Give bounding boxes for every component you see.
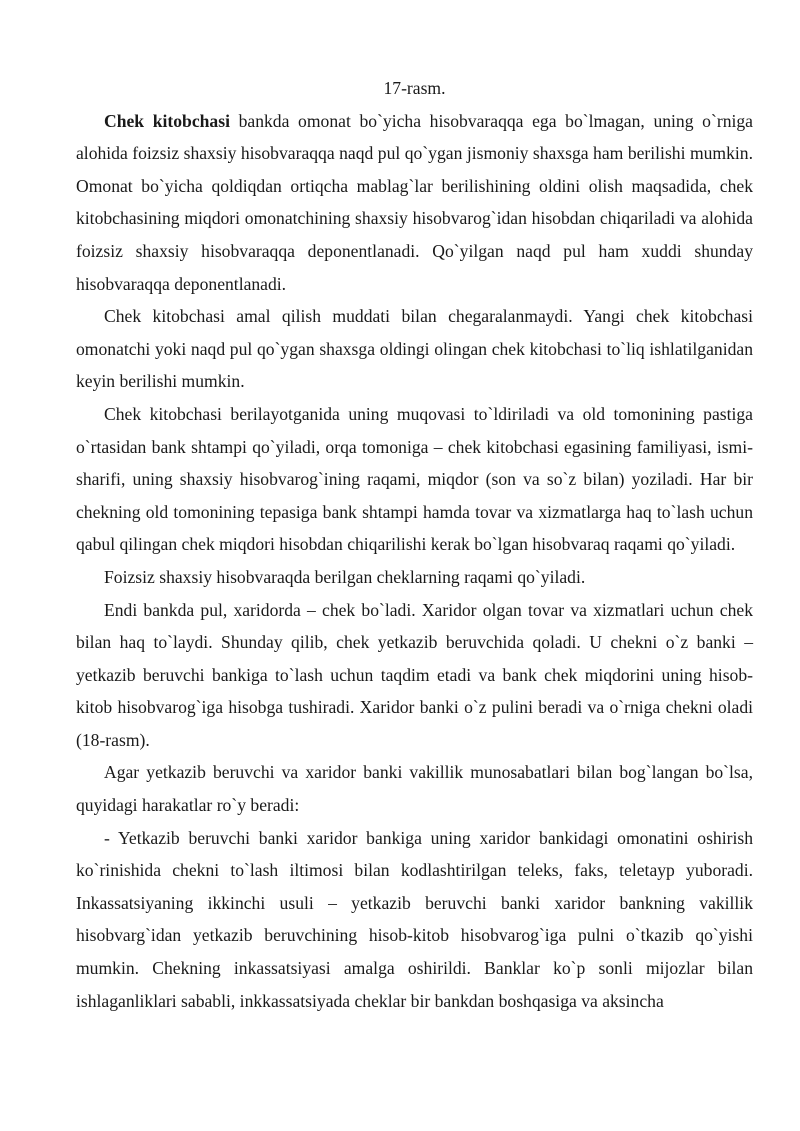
term-chek-kitobchasi: Chek kitobchasi bbox=[104, 110, 230, 131]
paragraph-collection-methods: - Yetkazib beruvchi banki xaridor bankiga uning xaridor bankidagi omonatini oshirish ko`rinishida chekni to`lash iltimosi bilan kodlashtirilgan teleks, faks, teletayp yuboradi. Inkassatsiyaning ikkinchi usuli – yetkazib beruvchi banki xaridor bankning vakillik hisobvarg`idan yetkazib beruvchining hisob-kitob hisobvarog`iga pulni o`tkazib qo`yishi mumkin. Chekning inkassatsiyasi amalga oshirildi. Banklar ko`p sonli mijozlar bilan ishlaganliklari sababli, inkkassatsiyada cheklar bir bankdan boshqasiga va aksincha bbox=[76, 827, 753, 1011]
paragraph-check-numbers: Foizsiz shaxsiy hisobvaraqda berilgan cheklarning raqami qo`yiladi. bbox=[104, 566, 586, 587]
paragraph-validity: Chek kitobchasi amal qilish muddati bilan chegaralanmaydi. Yangi chek kitobchasi omonatchi yoki naqd pul qo`ygan shaxsga oldingi olingan chek kitobchasi to`liq ishlatilganidan keyin berilishi mumkin. bbox=[76, 306, 753, 392]
paragraph-correspondent-relations: Agar yetkazib beruvchi va xaridor banki vakillik munosabatlari bilan bog`langan bo`lsa, quyidagi harakatlar ro`y beradi: bbox=[76, 762, 753, 816]
figure-caption: 17-rasm. bbox=[383, 78, 446, 98]
paragraph-issuance: Chek kitobchasi berilayotganida uning muqovasi to`ldiriladi va old tomonining pastiga o`rtasidan bank shtampi qo`yiladi, orqa tomoniga – chek kitobchasi egasining familiyasi, ismi-sharifi, uning shaxsiy hisobvarog`ining raqami, miqdor (son va so`z bilan) yoziladi. Har bir chekning old tomonining tepasiga bank shtampi hamda tovar va xizmatlarga haq to`lash uchun qabul qilingan chek miqdori hisobdan chiqarilishi kerak bo`lgan hisobvaraq raqami qo`yiladi. bbox=[76, 403, 753, 555]
paragraph-payment-flow: Endi bankda pul, xaridorda – chek bo`ladi. Xaridor olgan tovar va xizmatlari uchun chek bilan haq to`laydi. Shunday qilib, chek yetkazib beruvchida qoladi. U chekni o`z banki – yetkazib beruvchi bankiga to`lash uchun taqdim etadi va bank chek miqdorini uning hisob-kitob hisobvarog`iga hisobga tushiradi. Xaridor banki o`z pulini beradi va o`rniga chekni oladi (18-rasm). bbox=[76, 599, 753, 750]
paragraph-text: bankda omonat bo`yicha hisobvaraqqa ega bo`lmagan, uning o`rniga alohida foizsiz shaxsiy hisobvaraqqa naqd pul qo`ygan jismoniy shaxsga ham berilishi mumkin. Omonat bo`yicha qoldiqdan ortiqcha mablag`lar berilishining oldini olish maqsadida, chek kitobchasining miqdori omonatchining shaxsiy hisobvarog`idan hisobdan chiqariladi va alohida foizsiz shaxsiy hisobvaraqqa deponentlanadi. Qo`yilgan naqd pul ham xuddi shunday hisobvaraqqa deponentlanadi. bbox=[76, 110, 753, 294]
paragraph-check-book-definition bbox=[76, 105, 753, 301]
document-page bbox=[76, 72, 753, 1017]
